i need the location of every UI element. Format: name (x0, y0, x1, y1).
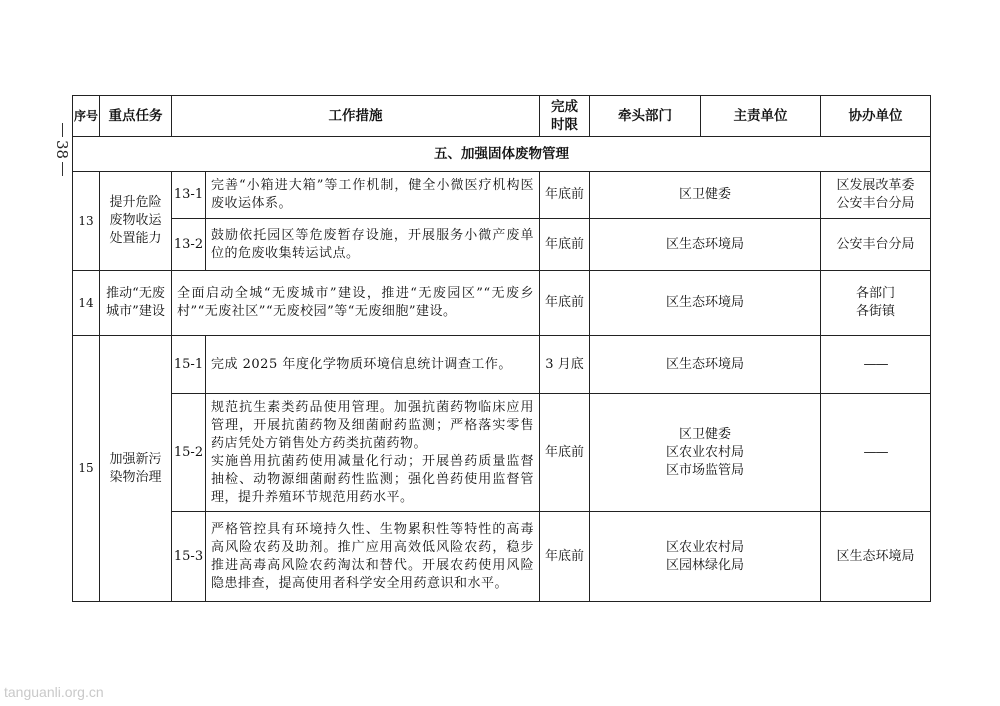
item-assist: —— (821, 394, 931, 512)
table-row (73, 219, 931, 271)
item-assist: —— (821, 336, 931, 394)
header-resp: 主责单位 (701, 96, 821, 137)
page-number-text: 38 (53, 140, 71, 160)
item-dept: 区生态环境局 (590, 219, 821, 271)
item-deadline: 年底前 (540, 172, 590, 219)
item-dept (590, 512, 821, 602)
item-deadline: 年底前 (540, 394, 590, 512)
header-row (73, 96, 931, 137)
table-row (73, 394, 931, 512)
section-title: 五、加强固体废物管理 (73, 137, 931, 172)
row-seq: 13 (73, 172, 100, 271)
row-seq: 14 (73, 271, 100, 336)
assist-unit: 公安丰台分局 (836, 196, 915, 211)
dept-unit: 区园林绿化局 (665, 557, 744, 573)
table-row (73, 512, 931, 602)
item-deadline: 3 月底 (540, 336, 590, 394)
item-assist: 公安丰台分局 (821, 219, 931, 271)
header-deadline: 完成时限 (540, 96, 590, 137)
header-seq: 序号 (73, 96, 100, 137)
dept-unit: 区农业农村局 (665, 539, 744, 555)
dept-unit: 区农业农村局 (665, 444, 744, 460)
item-code: 15-1 (172, 336, 206, 394)
header-lead: 牵头部门 (590, 96, 701, 137)
item-assist (821, 172, 931, 219)
item-measure: 严格管控具有环境持久性、生物累积性等特性的高毒高风险农药及助剂。推广应用高效低风险农药，稳步推进高毒高风险农药淘汰和替代。开展农药使用风险隐患排查，提高使用者科学安全用药意识和水平。 (206, 512, 540, 602)
item-measure: 完成 2025 年度化学物质环境信息统计调查工作。 (206, 336, 540, 394)
item-measure: 全面启动全城“无废城市”建设，推进“无废园区”“无废乡村”“无废社区”“无废校园”等“无废细胞”建设。 (172, 271, 540, 336)
table-row (73, 172, 931, 219)
item-code: 13-2 (172, 219, 206, 271)
item-deadline: 年底前 (540, 219, 590, 271)
work-plan-table (72, 95, 931, 602)
measure-paragraph: 规范抗生素类药品使用管理。加强抗菌药物临床应用管理，开展抗菌药物及细菌耐药监测；严格落实零售药店凭处方销售处方药类抗菌药物。 (211, 399, 534, 451)
item-dept (590, 394, 821, 512)
item-code: 15-3 (172, 512, 206, 602)
section-row (73, 137, 931, 172)
item-code: 13-1 (172, 172, 206, 219)
page-number (52, 120, 72, 179)
item-dept: 区卫健委 (590, 172, 821, 219)
assist-unit: 各街镇 (855, 304, 895, 319)
header-measure: 工作措施 (172, 96, 540, 137)
item-deadline: 年底前 (540, 271, 590, 336)
row-task: 加强新污染物治理 (100, 336, 172, 602)
measure-paragraph: 实施兽用抗菌药使用减量化行动；开展兽药质量监督抽检、动物源细菌耐药性监测；强化兽药使用监督管理，提升养殖环节规范用药水平。 (211, 453, 534, 505)
item-code: 15-2 (172, 394, 206, 512)
item-assist (821, 271, 931, 336)
dept-unit: 区市场监管局 (665, 462, 744, 478)
table-row (73, 336, 931, 394)
assist-unit: 区发展改革委 (836, 178, 915, 193)
dept-unit: 区卫健委 (678, 426, 731, 442)
item-dept: 区生态环境局 (590, 271, 821, 336)
assist-unit: 各部门 (855, 286, 895, 301)
item-measure: 完善“小箱进大箱”等工作机制，健全小微医疗机构医废收运体系。 (206, 172, 540, 219)
item-dept: 区生态环境局 (590, 336, 821, 394)
row-task: 提升危险废物收运处置能力 (100, 172, 172, 271)
item-deadline: 年底前 (540, 512, 590, 602)
header-task: 重点任务 (100, 96, 172, 137)
row-seq: 15 (73, 336, 100, 602)
item-assist: 区生态环境局 (821, 512, 931, 602)
item-measure (206, 394, 540, 512)
item-measure: 鼓励依托园区等危废暂存设施，开展服务小微产废单位的危废收集转运试点。 (206, 219, 540, 271)
table-row (73, 271, 931, 336)
header-assist: 协办单位 (821, 96, 931, 137)
row-task: 推动“无废城市”建设 (100, 271, 172, 336)
watermark: tanguanli.org.cn (4, 684, 104, 700)
